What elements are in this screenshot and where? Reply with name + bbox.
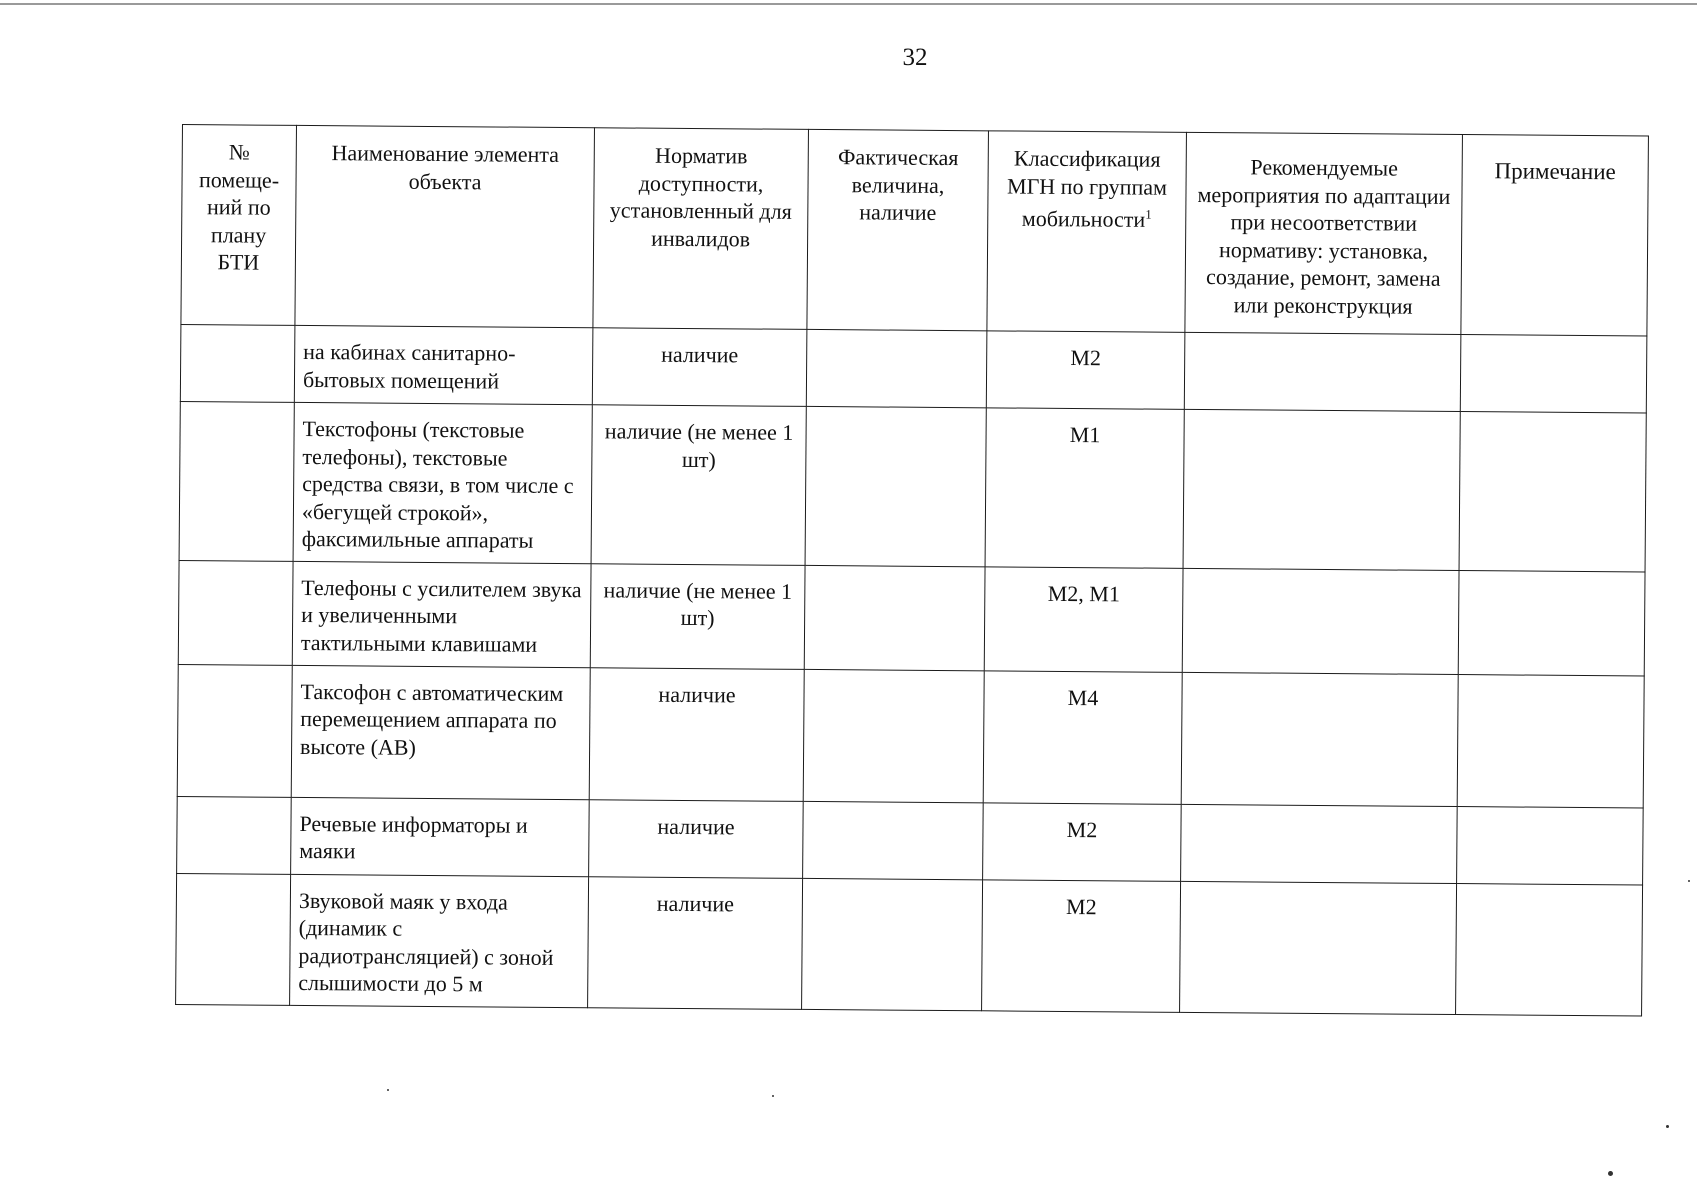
accessibility-table-container [175, 124, 1648, 1016]
cell-room-no [177, 664, 292, 797]
cell-actual [806, 329, 987, 407]
header-element-name: Наименование элемента объекта [295, 125, 595, 327]
cell-actual [805, 406, 986, 566]
cell-norm: наличие [589, 799, 804, 878]
scan-speck [1688, 880, 1690, 882]
scan-speck [387, 1089, 389, 1091]
cell-element-name: Текстофоны (текстовые телефоны), текстовые средства связи, в том числе с «бегущей строкой», факсимильные аппараты [293, 402, 592, 563]
cell-room-no [176, 873, 291, 1005]
cell-actual [802, 878, 983, 1010]
cell-recommended [1181, 672, 1458, 806]
cell-element-name: Таксофон с автоматическим перемещением аппарата по высоте (АВ) [291, 665, 590, 799]
cell-note [1460, 335, 1647, 413]
cell-norm: наличие (не менее 1 шт) [590, 563, 805, 669]
cell-note [1457, 674, 1644, 807]
cell-note [1457, 806, 1644, 884]
cell-recommended [1180, 881, 1457, 1014]
header-classification-footnote: 1 [1145, 206, 1152, 222]
header-classification [987, 131, 1187, 333]
scan-speck [772, 1095, 774, 1097]
cell-room-no [180, 324, 295, 402]
cell-element-name: на кабинах санитарно-бытовых помещений [294, 325, 593, 404]
cell-actual [803, 669, 984, 802]
cell-classification: М2 [983, 802, 1182, 881]
cell-recommended [1181, 804, 1458, 883]
page-number: 32 [902, 44, 928, 71]
cell-recommended [1184, 332, 1461, 411]
cell-room-no [177, 796, 292, 874]
cell-classification: М2, М1 [984, 566, 1183, 672]
table-row [178, 560, 1645, 676]
cell-element-name: Телефоны с усилителем звука и увеличенными тактильными клавишами [292, 561, 591, 667]
header-norm: Норматив доступности, установленный для инвалидов [593, 128, 809, 330]
table-row [177, 664, 1644, 808]
cell-note [1456, 883, 1643, 1015]
cell-element-name: Речевые информаторы и маяки [291, 797, 590, 876]
header-actual: Фактическая величина, наличие [807, 129, 989, 330]
cell-norm: наличие (не менее 1 шт) [591, 405, 806, 565]
cell-recommended [1182, 568, 1459, 674]
scan-speck [1666, 1125, 1669, 1128]
header-classification-text: Классификация МГН по группам мобильности [1006, 145, 1168, 232]
cell-actual [803, 801, 984, 879]
cell-note [1459, 412, 1646, 572]
header-note: Примечание [1461, 135, 1649, 336]
cell-norm: наличие [588, 876, 803, 1009]
cell-room-no [178, 560, 293, 665]
cell-norm: наличие [589, 667, 804, 801]
cell-norm: наличие [592, 328, 807, 407]
scan-speck [1608, 1171, 1613, 1176]
table-row [180, 324, 1647, 413]
accessibility-table [175, 124, 1649, 1016]
cell-actual [804, 565, 985, 670]
table-row [177, 796, 1644, 885]
table-row [176, 873, 1643, 1016]
cell-classification: М2 [982, 879, 1181, 1012]
cell-classification: М4 [983, 670, 1182, 804]
header-room-no: № помеще-ний по плану БТИ [181, 125, 297, 326]
cell-classification: М2 [986, 331, 1185, 410]
cell-recommended [1183, 409, 1460, 570]
cell-classification: М1 [985, 408, 1184, 568]
header-recommended: Рекомендуемые мероприятия по адаптации при несоответствии нормативу: установка, создание, ремонт, замена или реконструкция [1185, 132, 1463, 334]
header-row [181, 125, 1649, 337]
cell-room-no [179, 401, 294, 560]
cell-element-name: Звуковой маяк у входа (динамик с радиотрансляцией) с зоной слышимости до 5 м [290, 874, 589, 1007]
table-row [179, 401, 1646, 571]
scan-top-edge [0, 3, 1697, 5]
cell-note [1458, 570, 1645, 675]
